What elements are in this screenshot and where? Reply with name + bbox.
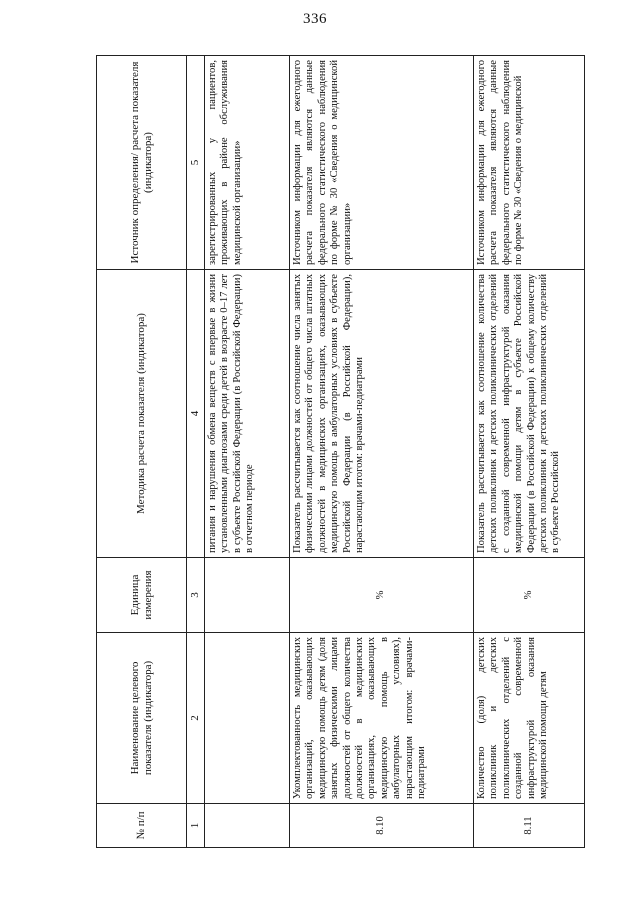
row-number bbox=[205, 804, 290, 848]
indicator-table bbox=[96, 55, 585, 848]
indicator-source: Источником информации для ежегодного расчета показателя являются данные федерального статистического наблюдения по форме № 30 «Сведения о медицинской организации» bbox=[290, 56, 474, 270]
header-name: Наименование целевого показателя (индикатора) bbox=[97, 633, 187, 804]
table-header-row bbox=[97, 56, 187, 848]
table-row bbox=[474, 56, 585, 848]
indicator-method: Показатель рассчитывается как соотношение числа занятых физическими лицами должностей от общего числа штатных должностей в медицинских организациях, оказывающих медицинскую помощь в амбулаторных условиях в субъекте Российской Федерации (в Российской Федерации), нарастающим итогом: врачами-педиатрами bbox=[290, 270, 474, 558]
table-row bbox=[205, 56, 290, 848]
row-number: 8.10 bbox=[290, 804, 474, 848]
table-row bbox=[290, 56, 474, 848]
column-number-row bbox=[187, 56, 205, 848]
column-number: 4 bbox=[187, 270, 205, 558]
indicator-unit bbox=[205, 558, 290, 633]
indicator-source: Источником информации для ежегодного расчета показателя являются данные федерального статистического наблюдения по форме № 30 «Сведения о медицинской bbox=[474, 56, 585, 270]
page-number: 336 bbox=[303, 11, 327, 27]
header-unit: Единица измерения bbox=[97, 558, 187, 633]
indicator-unit: % bbox=[290, 558, 474, 633]
header-method: Методика расчета показателя (индикатора) bbox=[97, 270, 187, 558]
column-number: 3 bbox=[187, 558, 205, 633]
row-number: 8.11 bbox=[474, 804, 585, 848]
indicator-unit: % bbox=[474, 558, 585, 633]
column-number: 5 bbox=[187, 56, 205, 270]
column-number: 2 bbox=[187, 633, 205, 804]
indicator-name: Количество (доля) детских поликлиник и детских поликлинических отделений с созданной современной инфраструктурой оказания медицинской помощи детям bbox=[474, 633, 585, 804]
indicator-name: Укомплектованность медицинских организаций, оказывающих медицинскую помощь детям (доля занятых физическими лицами должностей от общего количества должностей в медицинских организациях, оказывающих медицинскую помощь в амбулаторных условиях), нарастающим итогом: врачами-педиатрами bbox=[290, 633, 474, 804]
header-source: Источник определения/ расчета показателя (индикатора) bbox=[97, 56, 187, 270]
column-number: 1 bbox=[187, 804, 205, 848]
indicator-method: Показатель рассчитывается как соотношение количества детских поликлиник и детских поликлинических отделений с созданной современной инфраструктурой оказания медицинской помощи детям в субъекте Российской Федерации (в Российской Федерации) к общему количеству детских поликлиник и детских поликлинических отделений в субъекте Российской bbox=[474, 270, 585, 558]
indicator-table-container bbox=[96, 56, 584, 848]
indicator-source: зарегистрированных у пациентов, проживающих в районе обслуживания медицинской организации» bbox=[205, 56, 290, 270]
header-no: № п/п bbox=[97, 804, 187, 848]
indicator-name bbox=[205, 633, 290, 804]
indicator-method: питания и нарушения обмена веществ с впервые в жизни установленными диагнозами среди детей в возрасте 0–17 лет в субъекте Российской Федерации (в Российской Федерации) в отчетном периоде bbox=[205, 270, 290, 558]
